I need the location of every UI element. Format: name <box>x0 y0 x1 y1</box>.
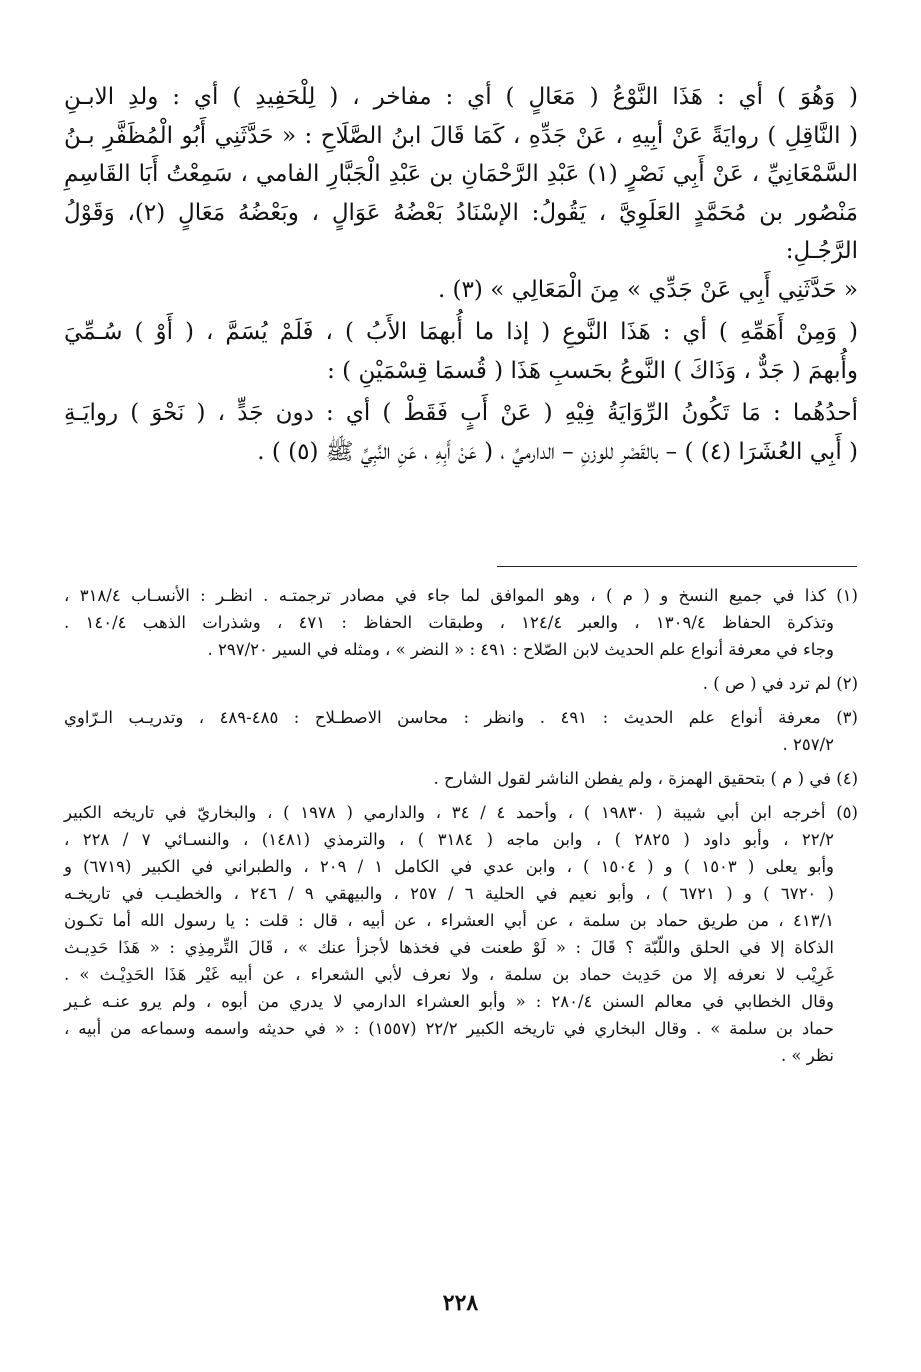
main-line: ( وَمِنْ أَهَمِّهِ ) أي : هَذَا النَّوعِ ( إذا ما أُبهمَا الأَبُ ) ، فَلَمْ يُسَمَّ ، ( أَوْ ) سُـمِّيَ <box>64 319 858 345</box>
footnote-line: ٢٢/٢ ، وأبو داود ( ٢٨٢٥ ) ، وابن ماجه ( ٣١٨٤ ) ، والترمذي (١٤٨١) ، والنسـائي ٧ / ٢٢٨ ، <box>64 830 834 849</box>
footnote-line: (٤) في ( م ) بتحقيق الهمزة ، ولم يفطن الناشر لقول الشارح . <box>433 769 858 788</box>
main-line: وأُبهمَ ( جَدٌّ ، وَذَاكَ ) النَّوعُ بحَسبِ هَذَا ( قُسمَا قِسْمَيْنِ ) : <box>327 357 858 384</box>
footnote-line: ٤١٣/١ ، من طريق حماد بن سلمة ، عن أبي العشراء ، عن أبيه ، قال : قلت : يا رسول الله أما تكـون <box>64 911 834 930</box>
footnote-divider <box>497 566 857 567</box>
footnote-line: الذكاة إلا في الحلق واللّبّة ؟ قَالَ : « لَوْ طعنت في فخذها لأجزأ عنك » ، قَالَ التِّرمِذِي : « هَذَا حَدِيـث <box>64 938 834 957</box>
footnote-line: (٣) معرفة أنواع علم الحديث : ٤٩١ . وانظر : محاسن الاصطـلاح : ٤٨٥-٤٨٩ ، وتدريـب الـرّاوي <box>64 708 858 727</box>
main-line: ( أَبِي العُشَرَا (٤) ) – بالقَصْرِ للوزنِ – الدارميِّ ، ( عَنْ أَبِهِ ، عَنِ النَّبِيِّ ﷺ (٥) ) . <box>257 438 858 465</box>
footnote-line: وأبو يعلى ( ١٥٠٣ ) و ( ١٥٠٤ ) ، وابن عدي في الكامل ١ / ٢٠٩ ، والطبراني في الكبير (٦٧١٩) و <box>64 857 834 876</box>
footnote-line: غَرِيْب لا نعرفه إلا من حَدِيث حماد بن سلمة ، ولا نعرف لأبي الشعراء ، عن أبيه غَيْر هَذَا الحَدِيْـث » . <box>64 965 834 984</box>
footnote-line: وجاء في معرفة أنواع علم الحديث لابن الصّلاح : ٤٩١ : « النضر » ، ومثله في السير ٢٩٧/٢٠ . <box>207 640 834 659</box>
main-line: السَّمْعَانِيِّ ، عَنْ أَبِي نَصْرٍ (١) عَبْدِ الرَّحْمَانِ بن عَبْدِ الْجَبَّارِ الفامي ، سَمِعْتُ أَبَا القَاسِمِ <box>64 161 858 187</box>
main-line: مَنْصُور بن مُحَمَّدٍ العَلَوِيَّ ، يَقُولُ: الإسْنَادُ بَعْضُهُ عَوَالٍ ، وبَعْضُهُ مَعَالٍ (٢)، وَقَوْلُ الرَّجُـلِ: <box>64 199 859 264</box>
page-number: ٢٢٨ <box>442 1290 479 1316</box>
main-line: « حَدَّثَنِي أَبِي عَنْ جَدِّي » مِنَ الْمَعَالِي » (٣) . <box>437 276 858 303</box>
footnote-line: (١) كذا في جميع النسخ و ( م ) ، وهو الموافق لما جاء في مصادر ترجمتـه . انظـر : الأنسـاب ٣١٨/٤ ، <box>64 586 858 605</box>
main-line: ( وَهُوَ ) أي : هَذَا النَّوْعُ ( مَعَالٍ ) أي : مفاخر ، ( لِلْحَفِيدِ ) أي : ولدِ الابـنِ <box>64 84 858 110</box>
footnote-line: ٢٥٧/٢ . <box>782 735 834 754</box>
main-text <box>64 78 858 471</box>
footnote-line: نظر » . <box>780 1046 834 1065</box>
main-line: ( النَّاقِلِ ) روايَةً عَنْ أبِيهِ ، عَنْ جَدِّهِ ، كَمَا قَالَ ابنُ الصَّلَاحِ : « حَدَّثَنِي أَبُو الْمُظَفَّرِ بـنُ <box>64 122 858 149</box>
footnote-line: حماد بن سلمة » . وقال البخاري في تاريخه الكبير ٢٢/٢ (١٥٥٧) : « في حديثه واسمه وسماعه من أبيه ، <box>64 1019 834 1038</box>
footnote-line: (٢) لم ترد في ( ص ) . <box>702 674 858 693</box>
main-line: أحدُهُما : مَا تَكُونُ الرِّوَايَةُ فِيْهِ ( عَنْ أَبٍ فَقَطْ ) أي : دون جَدٍّ ، ( نَحْوَ ) روايَـةِ <box>64 400 858 426</box>
footnote-line: ( ٦٧٢٠ ) و ( ٦٧٢١ ) ، وأبو نعيم في الحلية ٦ / ٢٥٧ ، والبيهقي ٩ / ٢٤٦ ، والخطيـب في تاريخـه <box>64 884 834 903</box>
footnote-line: (٥) أخرجه ابن أبي شيبة ( ١٩٨٣٠ ) ، وأحمد ٤ / ٣٤ ، والدارمي ( ١٩٧٨ ) ، والبخاريّ في تاريخه الكبير <box>64 803 858 822</box>
footnote-line: وقال الخطابي في معالم السنن ٢٨٠/٤ : « وأبو العشراء الدارمي لا يدري من أبوه ، ولم يرو عنـه غـير <box>64 992 834 1011</box>
footnotes <box>64 582 858 1069</box>
footnote-line: وتذكرة الحفاظ ١٣٠٩/٤ ، والعبر ١٢٤/٤ ، وطبقات الحفاظ : ٤٧١ ، وشذرات الذهب ١٤٠/٤ . <box>64 613 834 632</box>
